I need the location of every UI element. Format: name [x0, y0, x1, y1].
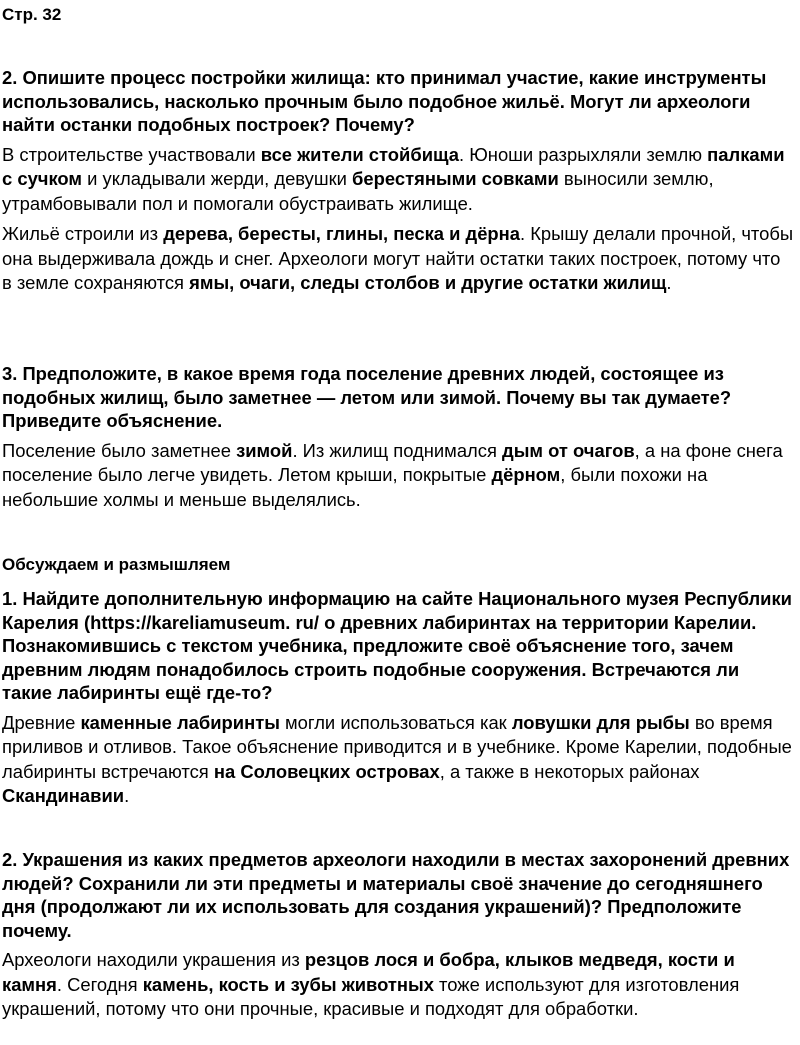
question-text: 2. Украшения из каких предметов археологи находили в местах захоронений древних людей? Сохранили ли эти предметы и материалы своё значение до сегодняшнего дня (продолжают ли их использовать для создания украшений)? Предположите почему. — [2, 849, 790, 941]
answer-span: , были похожи на небольшие холмы и меньше выделялись. — [2, 464, 708, 510]
answer-span: и укладывали жерди, девушки — [82, 168, 353, 189]
answer-span: . — [124, 785, 130, 806]
question-block-dwelling — [2, 66, 794, 296]
answer-span: . Из жилищ поднимался — [292, 439, 503, 461]
answer-paragraph — [2, 222, 794, 296]
answer-bold-span: камень, кость и зубы животных — [142, 973, 434, 995]
answer-paragraph — [2, 948, 794, 1022]
question-block-ornaments — [2, 848, 794, 1022]
answer-bold-span: дерева, бересты, глины, песка и дёрна — [163, 223, 520, 244]
answer-paragraph — [2, 143, 794, 217]
answer-span: . — [666, 272, 672, 293]
answer-span: , а также в некоторых районах — [439, 760, 700, 782]
question-text: 3. Предположите, в какое время года поселение древних людей, состоящее из подобных жилищ, было заметнее — летом или зимой. Почему вы так думаете? Приведите объяснение. — [2, 363, 732, 431]
answer-bold-span: берестяными совками — [352, 168, 559, 189]
answer-span: . Юноши разрыхляли землю — [458, 143, 708, 165]
answer-span: выносили землю, утрамбовывали пол и помогали обустраивать жилище. — [2, 168, 714, 214]
question-block-labyrinths — [2, 587, 794, 809]
answer-bold-span: зимой — [236, 439, 293, 461]
answer-bold-span: каменные лабиринты — [80, 711, 280, 733]
answer-span: Древние — [2, 711, 81, 733]
answer-paragraph — [2, 439, 794, 513]
question-text: 2. Опишите процесс постройки жилища: кто принимал участие, какие инструменты использовались, насколько прочным было подобное жильё. Могут ли археологи найти останки подобных построек? Почему? — [2, 67, 767, 135]
answer-bold-span: дым от очагов — [502, 439, 635, 461]
answer-span: . Крышу делали прочной, чтобы она выдерживала дождь и снег. Археологи могут найти остатки таких построек, потому что в земле сохраняются — [2, 223, 794, 293]
question-text: 1. Найдите дополнительную информацию на сайте Национального музея Республики Карелия (https://kareliamuseum. ru/ о древних лабиринтах на территории Карелии. Познакомившись с текстом учебника, предложите своё объяснение того, зачем древним людям понадобилось строить подобные сооружения. Встречаются ли такие лабиринты ещё где-то? — [2, 588, 792, 703]
page-number-label: Стр. 32 — [2, 5, 62, 24]
answer-span: во время приливов и отливов. Такое объяснение приводится и в учебнике. Кроме Карелии, подобные лабиринты встречаются — [2, 711, 792, 782]
answer-bold-span: все жители стойбища — [260, 143, 459, 165]
section-heading: Обсуждаем и размышляем — [2, 555, 231, 574]
answer-span: В строительстве участвовали — [2, 143, 261, 165]
answer-bold-span: на Соловецких островах — [213, 760, 440, 782]
answer-span: Жильё строили из — [2, 223, 164, 244]
answer-span: . Сегодня — [56, 973, 143, 995]
answer-bold-span: дёрном — [491, 464, 561, 485]
answer-bold-span: палками с сучком — [2, 143, 785, 189]
answer-span: тоже используют для изготовления украшений, потому что они прочные, красивые и подходят для обработки. — [2, 973, 740, 1019]
answer-span: Поселение было заметнее — [2, 439, 237, 461]
answer-span: , а на фоне снега поселение было легче увидеть. Летом крыши, покрытые — [2, 439, 783, 485]
answer-span: Археологи находили украшения из — [2, 949, 305, 970]
answer-paragraph — [2, 711, 794, 809]
answer-bold-span: ловушки для рыбы — [511, 711, 690, 733]
answer-span: могли использоваться как — [279, 711, 512, 733]
question-block-season — [2, 362, 794, 512]
answer-bold-span: резцов лося и бобра, клыков медведя, кости и камня — [2, 949, 735, 995]
answer-bold-span: ямы, очаги, следы столбов и другие остатки жилищ — [189, 272, 667, 293]
answer-bold-span: Скандинавии — [2, 785, 125, 806]
